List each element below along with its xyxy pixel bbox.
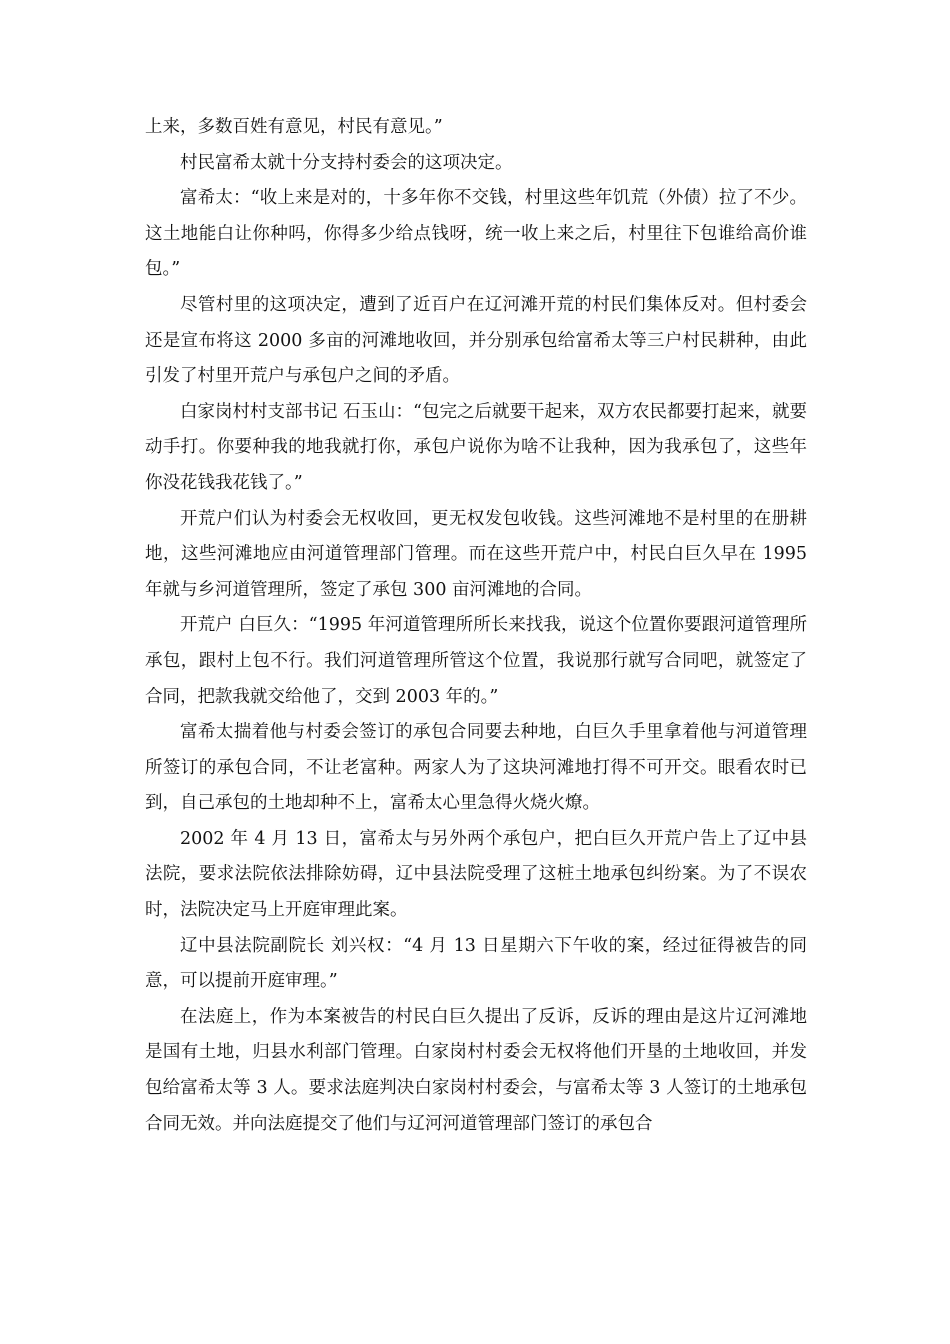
paragraph-10: 辽中县法院副院长 刘兴权：“4 月 13 日星期六下午收的案，经过征得被告的同意，可以提前开庭审理。”: [145, 935, 807, 992]
paragraph-9: 2002 年 4 月 13 日，富希太与另外两个承包户，把白巨久开荒户告上了辽中县法院，要求法院依法排除妨碍，辽中县法院受理了这桩土地承包纠纷案。为了不误农时，法院决定马上开庭审理此案。: [145, 828, 807, 921]
paragraph-2: 村民富希太就十分支持村委会的这项决定。: [180, 152, 513, 173]
paragraph-7: 开荒户 白巨久：“1995 年河道管理所所长来找我，说这个位置你要跟河道管理所承包，跟村上包不行。我们河道管理所管这个位置，我说那行就写合同吧，就签定了合同，把款我就交给他了，交到 2003 年的。”: [145, 615, 807, 707]
paragraph-1: 上来，多数百姓有意见，村民有意见。”: [145, 117, 443, 137]
paragraph-6: 开荒户们认为村委会无权收回，更无权发包收钱。这些河滩地不是村里的在册耕地，这些河滩地应由河道管理部门管理。而在这些开荒户中，村民白巨久早在 1995 年就与乡河道管理所，签定了承包 300 亩河滩地的合同。: [145, 508, 807, 600]
body-text: [145, 110, 807, 1142]
paragraph-5: 白家岗村村支部书记 石玉山：“包完之后就要干起来，双方农民都要打起来，就要动手打。你要种我的地我就打你，承包户说你为啥不让我种，因为我承包了，这些年你没花钱我花钱了。”: [145, 401, 808, 493]
paragraph-4: 尽管村里的这项决定，遭到了近百户在辽河滩开荒的村民们集体反对。但村委会还是宣布将这 2000 多亩的河滩地收回，并分别承包给富希太等三户村民耕种，由此引发了村里开荒户与承包户之间的矛盾。: [145, 294, 807, 387]
paragraph-8: 富希太揣着他与村委会签订的承包合同要去种地，白巨久手里拿着他与河道管理所签订的承包合同，不让老富种。两家人为了这块河滩地打得不可开交。眼看农时已到，自己承包的土地却种不上，富希太心里急得火烧火燎。: [145, 722, 807, 814]
paragraph-3: 富希太：“收上来是对的，十多年你不交钱，村里这些年饥荒（外债）拉了不少。这土地能白让你种吗，你得多少给点钱呀，统一收上来之后，村里往下包谁给高价谁包。”: [145, 188, 807, 280]
paragraph-11: 在法庭上，作为本案被告的村民白巨久提出了反诉，反诉的理由是这片辽河滩地是国有土地，归县水利部门管理。白家岗村村委会无权将他们开垦的土地收回，并发包给富希太等 3 人。要求法庭判决白家岗村村委会，与富希太等 3 人签订的土地承包合同无效。并向法庭提交了他们与辽河河道管理部门签订的承包合: [145, 1006, 807, 1134]
